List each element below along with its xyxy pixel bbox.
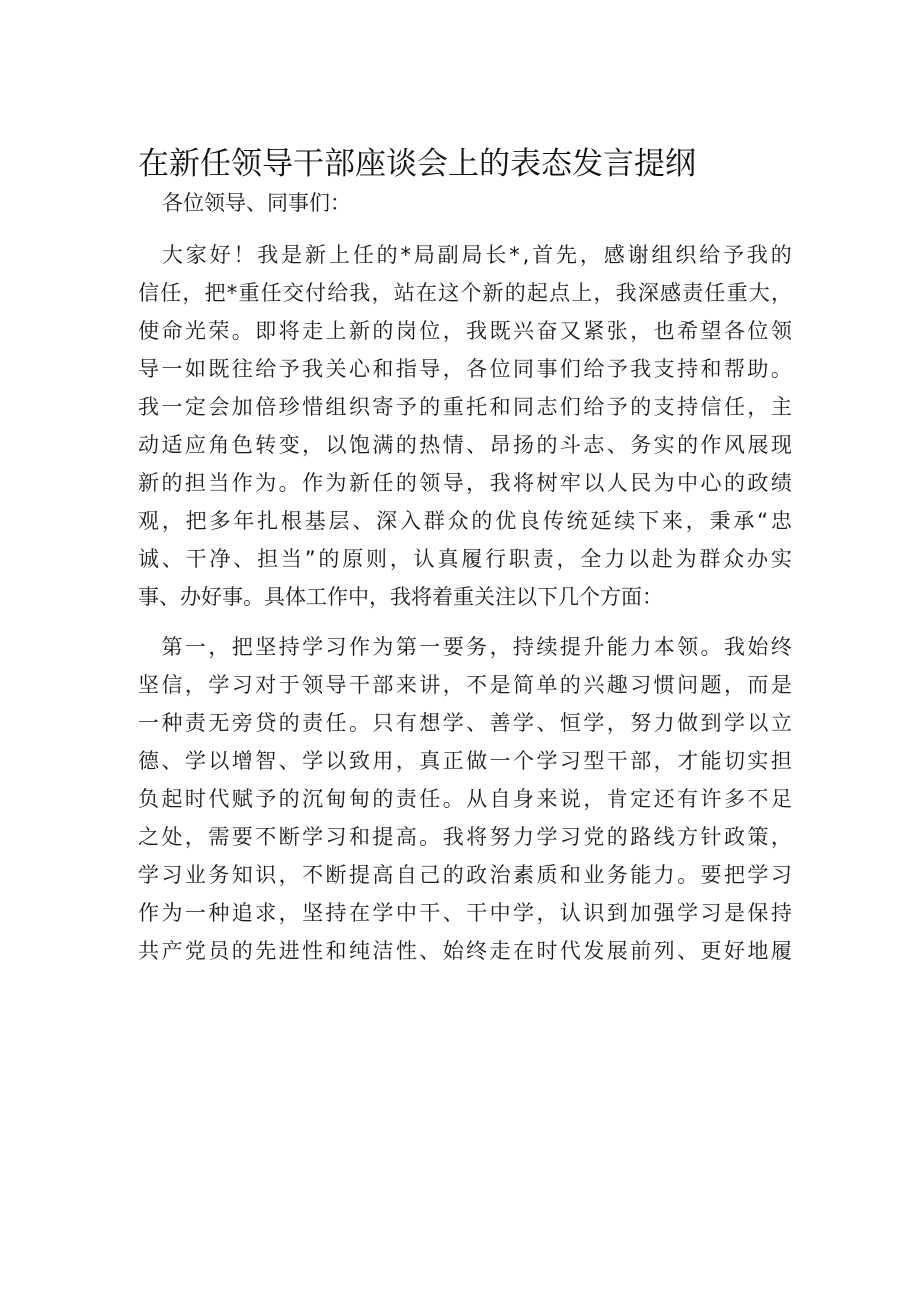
paragraph-line: 诚 、 干 净 、 担 当 ” 的 原 则 ， 认 真 履 行 职 责 ， 全 力 以 赴 为 群 众 办 实 bbox=[138, 547, 792, 571]
paragraph-line: 坚 信 ， 学 习 对 于 领 导 干 部 来 讲 ， 不 是 简 单 的 兴 趣 习 惯 问 题 ， 而 是 bbox=[138, 673, 792, 697]
paragraph-line: 作 为 一 种 追 求 ， 坚 持 在 学 中 干 、 干 中 学 ， 认 识 到 加 强 学 习 是 保 持 bbox=[138, 901, 792, 925]
paragraph-line: 我 一 定 会 加 倍 珍 惜 组 织 寄 予 的 重 托 和 同 志 们 给 予 的 支 持 信 任 ， 主 bbox=[138, 395, 792, 419]
paragraph-line: 学 习 业 务 知 识 ， 不 断 提 高 自 己 的 政 治 素 质 和 业 务 能 力 。 要 把 学 习 bbox=[138, 863, 792, 887]
paragraph-line: 一 种 责 无 旁 贷 的 责 任 。 只 有 想 学 、 善 学 、 恒 学 ， 努 力 做 到 学 以 立 bbox=[138, 711, 792, 735]
paragraph-2 bbox=[138, 628, 792, 970]
paragraph-line: 动 适 应 角 色 转 变 ， 以 饱 满 的 热 情 、 昂 扬 的 斗 志 、 务 实 的 作 风 展 现 bbox=[138, 433, 792, 457]
paragraph-line: 第 一 ， 把 坚 持 学 习 作 为 第 一 要 务 ， 持 续 提 升 能 力 本 领 。 我 始 终 bbox=[161, 635, 792, 659]
paragraph-line: 信 任 ， 把 * 重 任 交 付 给 我 ， 站 在 这 个 新 的 起 点 上 ， 我 深 感 责 任 重 大 ， bbox=[138, 281, 792, 305]
paragraph-line: 观 ， 把 多 年 扎 根 基 层 、 深 入 群 众 的 优 良 传 统 延 续 下 来 ， 秉 承 “ 忠 bbox=[138, 509, 792, 533]
paragraph-1 bbox=[138, 236, 792, 616]
paragraph-line: 新 的 担 当 作 为 。 作 为 新 任 的 领 导 ， 我 将 树 牢 以 人 民 为 中 心 的 政 绩 bbox=[138, 471, 792, 495]
paragraph-line: 导 一 如 既 往 给 予 我 关 心 和 指 导 ， 各 位 同 事 们 给 予 我 支 持 和 帮 助 。 bbox=[138, 357, 792, 381]
paragraph-line: 共 产 党 员 的 先 进 性 和 纯 洁 性 、 始 终 走 在 时 代 发 展 前 列 、 更 好 地 履 bbox=[138, 939, 792, 963]
paragraph-line: 负 起 时 代 赋 予 的 沉 甸 甸 的 责 任 。 从 自 身 来 说 ， 肯 定 还 有 许 多 不 足 bbox=[138, 787, 792, 811]
document-body bbox=[138, 184, 792, 970]
paragraph-line: 大 家 好 ！ 我 是 新 上 任 的 * 局 副 局 长 * , 首 先 ， 感 谢 组 织 给 予 我 的 bbox=[161, 243, 792, 267]
document-title: 在新任领导干部座谈会上的表态发言提纲 bbox=[138, 146, 696, 182]
paragraph-line: 事、办好事。具体工作中，我将着重关注以下几个方面： bbox=[138, 585, 663, 609]
paragraph-line: 之 处 ， 需 要 不 断 学 习 和 提 高 。 我 将 努 力 学 习 党 的 路 线 方 针 政 策 ， bbox=[138, 825, 792, 849]
salutation: 各位领导、同事们： bbox=[162, 191, 351, 215]
paragraph-line: 使 命 光 荣 。 即 将 走 上 新 的 岗 位 ， 我 既 兴 奋 又 紧 张 ， 也 希 望 各 位 领 bbox=[138, 319, 792, 343]
paragraph-line: 德 、 学 以 增 智 、 学 以 致 用 ， 真 正 做 一 个 学 习 型 干 部 ， 才 能 切 实 担 bbox=[138, 749, 792, 773]
